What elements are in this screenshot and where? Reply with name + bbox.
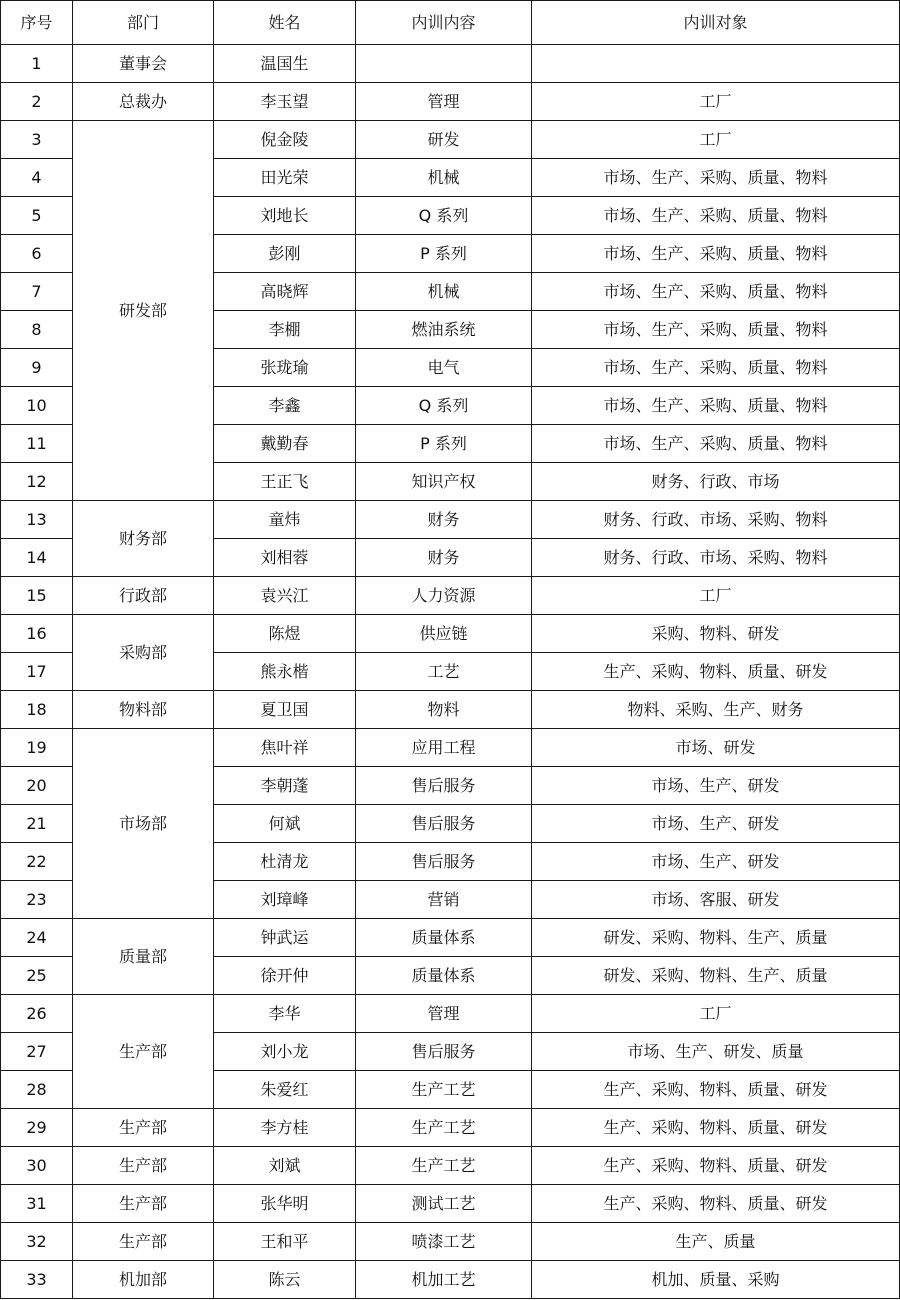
cell-name: 何斌 <box>214 805 356 843</box>
cell-target: 市场、生产、采购、质量、物料 <box>532 425 900 463</box>
cell-no: 22 <box>1 843 73 881</box>
cell-name: 陈煜 <box>214 615 356 653</box>
cell-target: 市场、研发 <box>532 729 900 767</box>
header-target: 内训对象 <box>532 1 900 45</box>
cell-name: 王正飞 <box>214 463 356 501</box>
cell-content: 管理 <box>356 83 532 121</box>
table-row <box>1 1261 900 1299</box>
cell-no: 28 <box>1 1071 73 1109</box>
cell-name: 刘斌 <box>214 1147 356 1185</box>
cell-target: 市场、生产、研发 <box>532 805 900 843</box>
cell-name: 徐开仲 <box>214 957 356 995</box>
cell-target: 市场、生产、采购、质量、物料 <box>532 197 900 235</box>
cell-name: 李鑫 <box>214 387 356 425</box>
cell-content: 供应链 <box>356 615 532 653</box>
cell-content: 测试工艺 <box>356 1185 532 1223</box>
cell-target: 物料、采购、生产、财务 <box>532 691 900 729</box>
cell-target: 机加、质量、采购 <box>532 1261 900 1299</box>
cell-target: 市场、生产、采购、质量、物料 <box>532 235 900 273</box>
cell-content: 售后服务 <box>356 843 532 881</box>
cell-target: 工厂 <box>532 995 900 1033</box>
cell-content: 管理 <box>356 995 532 1033</box>
header-name: 姓名 <box>214 1 356 45</box>
cell-name: 袁兴江 <box>214 577 356 615</box>
cell-target: 财务、行政、市场 <box>532 463 900 501</box>
cell-no: 31 <box>1 1185 73 1223</box>
cell-name: 李华 <box>214 995 356 1033</box>
table-row <box>1 691 900 729</box>
cell-name: 钟武运 <box>214 919 356 957</box>
cell-dept: 董事会 <box>73 45 214 83</box>
cell-no: 32 <box>1 1223 73 1261</box>
table-header <box>1 1 900 45</box>
cell-name: 熊永楷 <box>214 653 356 691</box>
cell-name: 温国生 <box>214 45 356 83</box>
table-row <box>1 1223 900 1261</box>
cell-no: 2 <box>1 83 73 121</box>
table-row <box>1 1109 900 1147</box>
cell-content: 应用工程 <box>356 729 532 767</box>
cell-name: 焦叶祥 <box>214 729 356 767</box>
cell-name: 刘地长 <box>214 197 356 235</box>
cell-content: 机械 <box>356 159 532 197</box>
cell-name: 倪金陵 <box>214 121 356 159</box>
cell-content: 电气 <box>356 349 532 387</box>
cell-no: 24 <box>1 919 73 957</box>
cell-target: 市场、生产、研发 <box>532 843 900 881</box>
cell-no: 1 <box>1 45 73 83</box>
cell-name: 王和平 <box>214 1223 356 1261</box>
cell-content: 生产工艺 <box>356 1109 532 1147</box>
cell-no: 8 <box>1 311 73 349</box>
cell-dept: 生产部 <box>73 995 214 1109</box>
cell-target: 市场、客服、研发 <box>532 881 900 919</box>
cell-content <box>356 45 532 83</box>
header-row <box>1 1 900 45</box>
cell-target: 财务、行政、市场、采购、物料 <box>532 501 900 539</box>
cell-no: 17 <box>1 653 73 691</box>
cell-no: 23 <box>1 881 73 919</box>
header-dept: 部门 <box>73 1 214 45</box>
table-row <box>1 1185 900 1223</box>
cell-content: 机械 <box>356 273 532 311</box>
cell-target: 工厂 <box>532 577 900 615</box>
cell-name: 刘相蓉 <box>214 539 356 577</box>
cell-name: 杜清龙 <box>214 843 356 881</box>
cell-name: 李方桂 <box>214 1109 356 1147</box>
cell-content: Q 系列 <box>356 197 532 235</box>
cell-content: 人力资源 <box>356 577 532 615</box>
table-row <box>1 501 900 539</box>
cell-no: 19 <box>1 729 73 767</box>
table-row <box>1 1147 900 1185</box>
cell-no: 5 <box>1 197 73 235</box>
cell-no: 15 <box>1 577 73 615</box>
cell-no: 26 <box>1 995 73 1033</box>
cell-target: 市场、生产、采购、质量、物料 <box>532 311 900 349</box>
cell-content: 营销 <box>356 881 532 919</box>
cell-dept: 生产部 <box>73 1109 214 1147</box>
cell-dept: 采购部 <box>73 615 214 691</box>
cell-target: 财务、行政、市场、采购、物料 <box>532 539 900 577</box>
table-row <box>1 729 900 767</box>
cell-target: 生产、采购、物料、质量、研发 <box>532 653 900 691</box>
cell-content: 研发 <box>356 121 532 159</box>
cell-no: 11 <box>1 425 73 463</box>
cell-content: P 系列 <box>356 235 532 273</box>
cell-content: 燃油系统 <box>356 311 532 349</box>
cell-name: 李棚 <box>214 311 356 349</box>
cell-no: 13 <box>1 501 73 539</box>
cell-target: 市场、生产、采购、质量、物料 <box>532 349 900 387</box>
cell-target <box>532 45 900 83</box>
cell-name: 彭刚 <box>214 235 356 273</box>
cell-dept: 行政部 <box>73 577 214 615</box>
cell-content: 生产工艺 <box>356 1147 532 1185</box>
cell-dept: 质量部 <box>73 919 214 995</box>
cell-content: 物料 <box>356 691 532 729</box>
cell-target: 生产、质量 <box>532 1223 900 1261</box>
cell-name: 刘璋峰 <box>214 881 356 919</box>
cell-target: 生产、采购、物料、质量、研发 <box>532 1071 900 1109</box>
header-content: 内训内容 <box>356 1 532 45</box>
cell-name: 陈云 <box>214 1261 356 1299</box>
cell-content: Q 系列 <box>356 387 532 425</box>
cell-content: 售后服务 <box>356 805 532 843</box>
cell-no: 21 <box>1 805 73 843</box>
table-row <box>1 995 900 1033</box>
cell-name: 李玉望 <box>214 83 356 121</box>
cell-content: 生产工艺 <box>356 1071 532 1109</box>
cell-no: 6 <box>1 235 73 273</box>
cell-target: 研发、采购、物料、生产、质量 <box>532 957 900 995</box>
table-body <box>1 45 900 1299</box>
cell-target: 采购、物料、研发 <box>532 615 900 653</box>
cell-dept: 总裁办 <box>73 83 214 121</box>
cell-dept: 生产部 <box>73 1223 214 1261</box>
cell-target: 市场、生产、采购、质量、物料 <box>532 159 900 197</box>
cell-name: 童炜 <box>214 501 356 539</box>
cell-target: 生产、采购、物料、质量、研发 <box>532 1185 900 1223</box>
cell-name: 李朝蓬 <box>214 767 356 805</box>
cell-no: 10 <box>1 387 73 425</box>
cell-dept: 财务部 <box>73 501 214 577</box>
cell-content: 工艺 <box>356 653 532 691</box>
cell-content: 质量体系 <box>356 919 532 957</box>
cell-no: 3 <box>1 121 73 159</box>
table-row <box>1 577 900 615</box>
cell-content: 售后服务 <box>356 767 532 805</box>
header-no: 序号 <box>1 1 73 45</box>
cell-content: 售后服务 <box>356 1033 532 1071</box>
cell-no: 12 <box>1 463 73 501</box>
cell-content: 机加工艺 <box>356 1261 532 1299</box>
cell-dept: 生产部 <box>73 1185 214 1223</box>
cell-target: 生产、采购、物料、质量、研发 <box>532 1109 900 1147</box>
cell-no: 30 <box>1 1147 73 1185</box>
cell-name: 朱爱红 <box>214 1071 356 1109</box>
table-row <box>1 45 900 83</box>
cell-target: 工厂 <box>532 83 900 121</box>
cell-dept: 市场部 <box>73 729 214 919</box>
cell-name: 夏卫国 <box>214 691 356 729</box>
cell-no: 29 <box>1 1109 73 1147</box>
cell-no: 27 <box>1 1033 73 1071</box>
cell-dept: 研发部 <box>73 121 214 501</box>
table-row <box>1 83 900 121</box>
cell-content: 财务 <box>356 539 532 577</box>
cell-name: 张华明 <box>214 1185 356 1223</box>
cell-no: 9 <box>1 349 73 387</box>
cell-target: 市场、生产、研发 <box>532 767 900 805</box>
cell-content: 质量体系 <box>356 957 532 995</box>
cell-content: 财务 <box>356 501 532 539</box>
table-row <box>1 121 900 159</box>
cell-no: 18 <box>1 691 73 729</box>
cell-target: 工厂 <box>532 121 900 159</box>
cell-dept: 物料部 <box>73 691 214 729</box>
cell-name: 田光荣 <box>214 159 356 197</box>
cell-target: 市场、生产、采购、质量、物料 <box>532 273 900 311</box>
cell-name: 张珑瑜 <box>214 349 356 387</box>
cell-dept: 生产部 <box>73 1147 214 1185</box>
cell-target: 生产、采购、物料、质量、研发 <box>532 1147 900 1185</box>
cell-no: 14 <box>1 539 73 577</box>
cell-no: 7 <box>1 273 73 311</box>
cell-target: 市场、生产、研发、质量 <box>532 1033 900 1071</box>
table-row <box>1 919 900 957</box>
cell-no: 20 <box>1 767 73 805</box>
cell-no: 4 <box>1 159 73 197</box>
cell-target: 研发、采购、物料、生产、质量 <box>532 919 900 957</box>
cell-no: 25 <box>1 957 73 995</box>
cell-target: 市场、生产、采购、质量、物料 <box>532 387 900 425</box>
cell-no: 33 <box>1 1261 73 1299</box>
cell-content: P 系列 <box>356 425 532 463</box>
cell-content: 知识产权 <box>356 463 532 501</box>
cell-name: 戴勤春 <box>214 425 356 463</box>
cell-name: 刘小龙 <box>214 1033 356 1071</box>
cell-dept: 机加部 <box>73 1261 214 1299</box>
cell-no: 16 <box>1 615 73 653</box>
table-row <box>1 615 900 653</box>
cell-name: 高晓辉 <box>214 273 356 311</box>
cell-content: 喷漆工艺 <box>356 1223 532 1261</box>
